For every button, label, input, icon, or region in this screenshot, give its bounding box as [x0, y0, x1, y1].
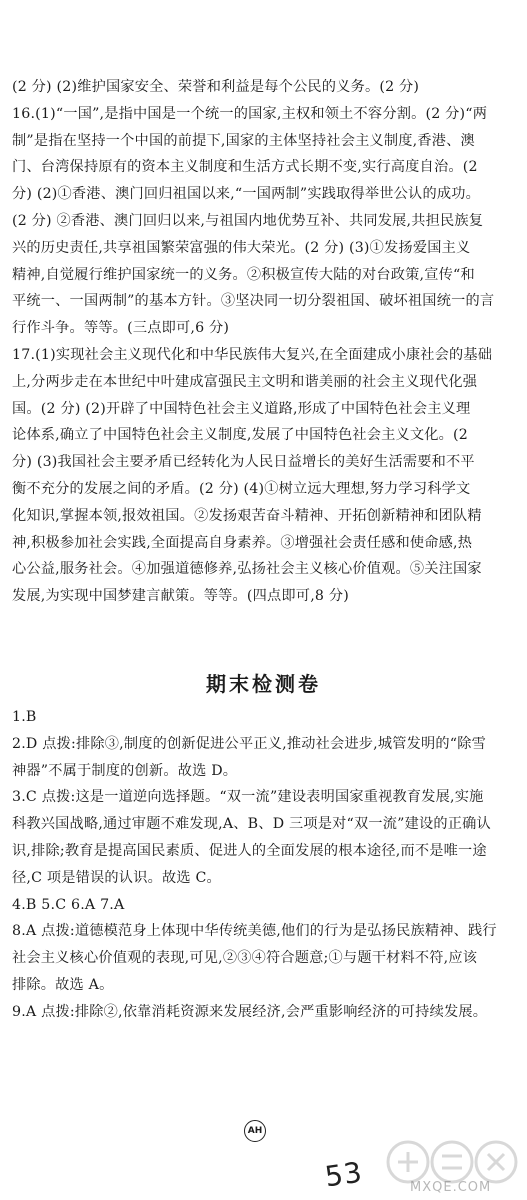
- text-line: 精神,自觉履行维护国家统一的义务。②积极宣传大陆的对台政策,宣传“和: [12, 266, 475, 283]
- text-line: 2.D 点拨:排除③,制度的创新促进公平正义,推动社会进步,城管发明的“除雪: [12, 735, 487, 752]
- text-line: 门、台湾保持原有的资本主义制度和生活方式长期不变,实行高度自治。(2: [12, 159, 478, 176]
- text-line: 8.A 点拨:道德模范身上体现中华传统美德,他们的行为是弘扬民族精神、践行: [12, 923, 497, 940]
- text-line: 神器”不属于制度的创新。故选 D。: [12, 762, 238, 779]
- text-line: 3.C 点拨:这是一道逆向选择题。“双一流”建设表明国家重视教育发展,实施: [12, 789, 484, 806]
- text-line: 兴的历史责任,共享祖国繁荣富强的伟大荣光。(2 分) (3)①发扬爱国主义: [12, 239, 471, 256]
- publisher-badge-label: AH: [247, 1126, 263, 1136]
- text-line: 分) (3)我国社会主要矛盾已经转化为人民日益增长的美好生活需要和不平: [12, 454, 475, 471]
- text-line: 论体系,确立了中国特色社会主义制度,发展了中国特色社会主义文化。(2: [12, 427, 469, 444]
- text-line: (2 分) (2)维护国家安全、荣誉和利益是每个公民的义务。(2 分): [12, 79, 420, 95]
- watermark-text: MXQE.COM: [410, 1180, 492, 1195]
- text-line: 心公益,服务社会。④加强道德修养,弘扬社会主义核心价值观。⑤关注国家: [12, 561, 482, 578]
- text-line: 发展,为实现中国梦建言献策。等等。(四点即可,8 分): [12, 588, 349, 605]
- text-line: 识,排除;教育是提高国民素质、促进人的全面发展的根本途径,而不是唯一途: [12, 842, 487, 859]
- text-line: 衡不充分的发展之间的矛盾。(2 分) (4)①树立远大理想,努力学习科学文: [12, 480, 471, 497]
- text-line: 17.(1)实现社会主义现代化和中华民族伟大复兴,在全面建成小康社会的基础: [12, 346, 493, 363]
- text-line: 16.(1)“一国”,是指中国是一个统一的国家,主权和领土不容分割。(2 分)“两: [12, 105, 488, 122]
- publisher-badge: [244, 1120, 266, 1142]
- section-title: 期末检测卷: [206, 672, 321, 696]
- text-line: 行作斗争。等等。(三点即可,6 分): [12, 320, 230, 337]
- text-line: 1.B: [12, 709, 37, 725]
- text-line: 国。(2 分) (2)开辟了中国特色社会主义道路,形成了中国特色社会主义理: [12, 400, 471, 417]
- answer-key-top-block: [12, 74, 517, 610]
- text-line: 上,分两步走在本世纪中叶建成富强民主文明和谐美丽的社会主义现代化强: [12, 373, 478, 390]
- text-line: 9.A 点拨:排除②,依靠消耗资源来发展经济,会严重影响经济的可持续发展。: [12, 1003, 488, 1020]
- text-line: 分) (2)①香港、澳门回归祖国以来,“一国两制”实践取得举世公认的成功。: [12, 186, 480, 203]
- bottom-block-lines: [12, 704, 517, 1026]
- text-line: (2 分) ②香港、澳门回归以来,与祖国内地优势互补、共同发展,共担民族复: [12, 212, 484, 229]
- text-line: 科教兴国战略,通过审题不难发现,A、B、D 三项是对“双一流”建设的正确认: [12, 816, 491, 833]
- handwritten-page-number: 53: [322, 1155, 365, 1194]
- text-line: 径,C 项是错误的认识。故选 C。: [12, 869, 221, 886]
- top-block-lines: [12, 74, 517, 610]
- text-line: 平统一、一国两制”的基本方针。③坚决同一切分裂祖国、破坏祖国统一的言: [12, 293, 495, 310]
- text-line: 排除。故选 A。: [12, 976, 114, 993]
- text-line: 化知识,掌握本领,报效祖国。②发扬艰苦奋斗精神、开拓创新精神和团队精: [12, 507, 482, 524]
- answer-key-bottom-block: [12, 704, 517, 1026]
- text-line: 社会主义核心价值观的表现,可见,②③④符合题意;①与题干材料不符,应该: [12, 950, 478, 967]
- text-line: 4.B 5.C 6.A 7.A: [12, 896, 125, 913]
- text-line: 神,积极参加社会实践,全面提高自身素养。③增强社会责任感和使命感,热: [12, 534, 473, 551]
- text-line: 制”是指在坚持一个中国的前提下,国家的主体坚持社会主义制度,香港、澳: [12, 132, 475, 149]
